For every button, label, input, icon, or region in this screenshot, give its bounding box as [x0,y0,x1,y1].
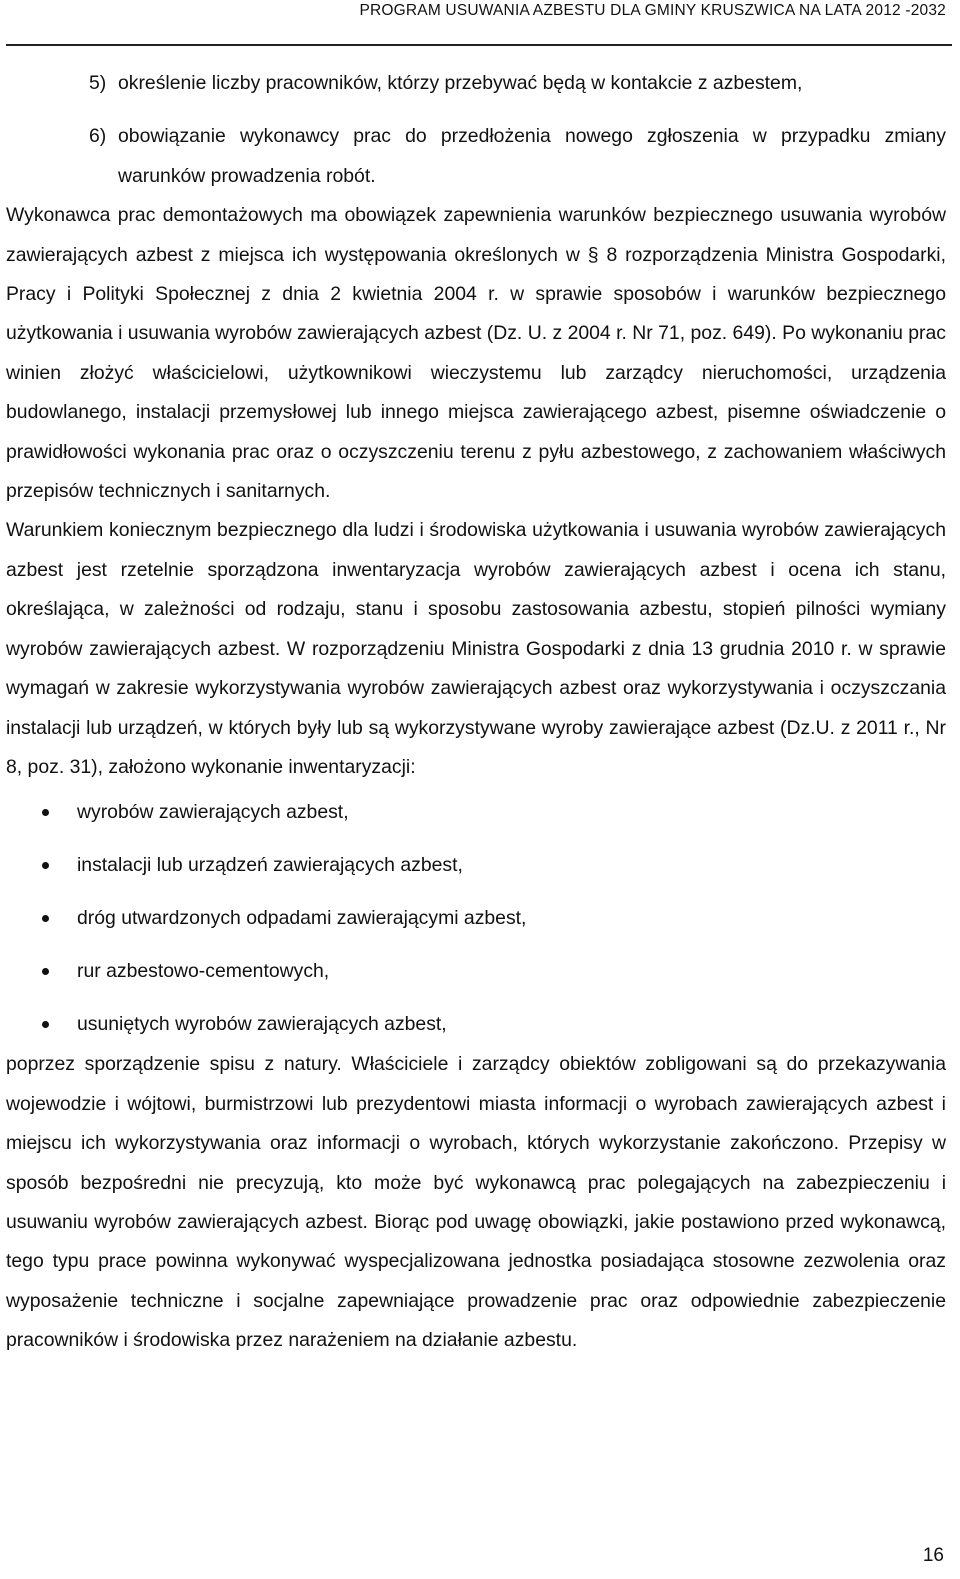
document-body [6,64,946,1361]
paragraph-contractor-obligations: Wykonawca prac demontażowych ma obowiązek zapewnienia warunków bezpiecznego usuwania wyrobów zawierających azbest z miejsca ich występowania określonych w § 8 rozporządzenia Ministra Gospodarki, Pracy i Polityki Społecznej z dnia 2 kwietnia 2004 r. w sprawie sposobów i warunków bezpiecznego użytkowania i usuwania wyrobów zawierających azbest (Dz. U. z 2004 r. Nr 71, poz. 649). Po wykonaniu prac winien złożyć właścicielowi, użytkownikowi wieczystemu lub zarządcy nieruchomości, urządzenia budowlanego, instalacji przemysłowej lub innego miejsca zawierającego azbest, pisemne oświadczenie o prawidłowości wykonania prac oraz o oczyszczeniu terenu z pyłu azbestowego, z zachowaniem właściwych przepisów technicznych i sanitarnych. [6,204,946,503]
list-item-text: obowiązanie wykonawcy prac do przedłożenia nowego zgłoszenia w przypadku zmiany warunków prowadzenia robót. [118,125,946,187]
page-header [0,2,946,20]
list-item-number: 6) [89,125,107,148]
inventory-bullet-list [6,793,946,1045]
paragraph-inventory: Warunkiem koniecznym bezpiecznego dla ludzi i środowiska użytkowania i usuwania wyrobów zawierających azbest jest rzetelnie sporządzona inwentaryzacja wyrobów zawierających azbest i ocena ich stanu, określająca, w zależności od rodzaju, stanu i sposobu zastosowania azbestu, stopień pilności wymiany wyrobów zawierających azbest. W rozporządzeniu Ministra Gospodarki z dnia 13 grudnia 2010 r. w sprawie wymagań w zakresie wykorzystywania wyrobów zawierających azbest oraz wykorzystywania i oczyszczania instalacji lub urządzeń, w których były lub są wykorzystywane wyroby zawierające azbest (Dz.U. z 2011 r., Nr 8, poz. 31), założono wykonanie inwentaryzacji: [6,519,946,778]
list-item-6 [6,117,946,196]
bullet-item: wyrobów zawierających azbest, [6,793,946,846]
header-divider [6,44,952,46]
bullet-icon [42,809,49,816]
page-number: 16 [922,1545,944,1566]
bullet-icon [42,968,49,975]
list-item-number: 5) [89,72,107,94]
bullet-item: dróg utwardzonych odpadami zawierającymi azbest, [6,899,946,952]
bullet-item: instalacji lub urządzeń zawierających azbest, [6,846,946,899]
bullet-icon [42,1021,49,1028]
header-title: PROGRAM USUWANIA AZBESTU DLA GMINY KRUSZWICA NA LATA 2012 -2032 [359,2,946,19]
paragraph-natural-inventory: poprzez sporządzenie spisu z natury. Właściciele i zarządcy obiektów zobligowani są do przekazywania wojewodzie i wójtowi, burmistrzowi lub prezydentowi miasta informacji o wyrobach zawierających azbest i miejscu ich wykorzystywania oraz informacji o wyrobach, których wykorzystanie zakończono. Przepisy w sposób bezpośredni nie precyzują, kto może być wykonawcą prac polegających na zabezpieczeniu i usuwaniu wyrobów zawierających azbest. Biorąc pod uwagę obowiązki, jakie postawiono przed wykonawcą, tego typu prace powinna wykonywać wyspecjalizowana jednostka posiadająca stosowne zezwolenia oraz wyposażenie techniczne i socjalne zapewniające prowadzenie prac oraz odpowiednie zabezpieczenie pracowników i środowiska przez narażeniem na działanie azbestu. [6,1053,946,1352]
list-item-5 [6,64,946,103]
list-item-text: określenie liczby pracowników, którzy przebywać będą w kontakcie z azbestem, [118,72,803,94]
bullet-item: usuniętych wyrobów zawierających azbest, [6,1005,946,1045]
bullet-item: rur azbestowo-cementowych, [6,952,946,1005]
bullet-icon [42,862,49,869]
bullet-icon [42,915,49,922]
